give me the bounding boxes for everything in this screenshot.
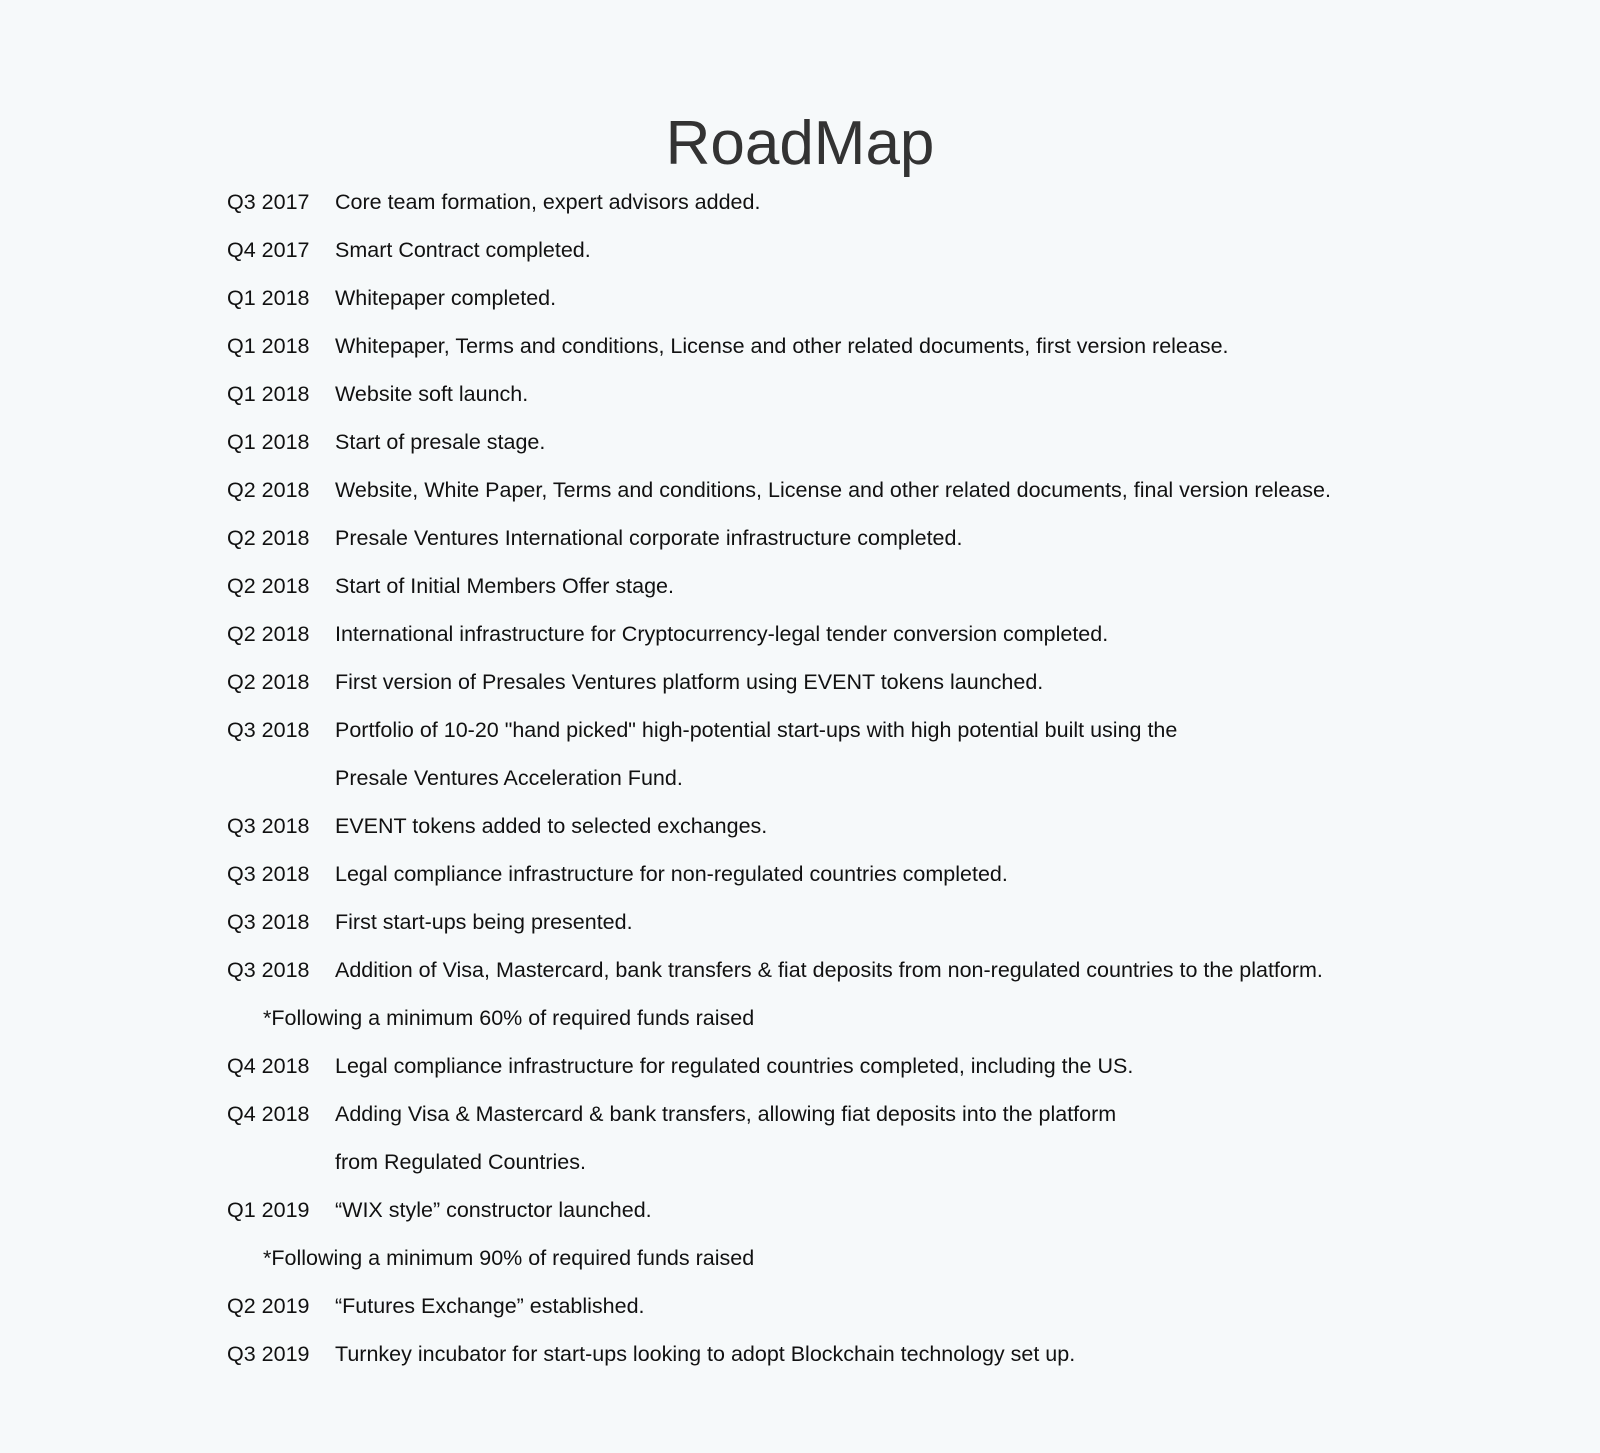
roadmap-description: Core team formation, expert advisors added.	[335, 190, 761, 214]
roadmap-date: Q3 2018	[227, 910, 310, 934]
roadmap-description: Legal compliance infrastructure for non-regulated countries completed.	[335, 862, 1008, 886]
roadmap-item	[227, 1330, 1587, 1378]
roadmap-item	[227, 1042, 1587, 1090]
roadmap-description: Legal compliance infrastructure for regulated countries completed, including the US.	[335, 1054, 1134, 1078]
roadmap-description: Whitepaper, Terms and conditions, License and other related documents, first version release.	[335, 334, 1229, 358]
roadmap-description: Portfolio of 10-20 "hand picked" high-potential start-ups with high potential built using the	[335, 718, 1178, 742]
roadmap-note	[227, 994, 1587, 1042]
roadmap-description: Whitepaper completed.	[335, 286, 557, 310]
roadmap-note	[227, 1234, 1587, 1282]
roadmap-date: Q1 2018	[227, 382, 310, 406]
roadmap-description: Start of presale stage.	[335, 430, 546, 454]
roadmap-description: Website, White Paper, Terms and conditions, License and other related documents, final version release.	[335, 478, 1331, 502]
roadmap-date: Q2 2018	[227, 526, 310, 550]
roadmap-date: Q2 2018	[227, 478, 310, 502]
roadmap-item	[227, 1186, 1587, 1234]
roadmap-date: Q3 2018	[227, 862, 310, 886]
roadmap-date: Q2 2018	[227, 574, 310, 598]
roadmap-item	[227, 418, 1587, 466]
roadmap-date: Q3 2018	[227, 958, 310, 982]
roadmap-description: “WIX style” constructor launched.	[335, 1198, 652, 1222]
roadmap-description: Presale Ventures International corporate infrastructure completed.	[335, 526, 963, 550]
roadmap-date: Q1 2018	[227, 430, 310, 454]
roadmap-date: Q2 2018	[227, 622, 310, 646]
roadmap-description: Presale Ventures Acceleration Fund.	[335, 766, 683, 790]
roadmap-date: Q1 2019	[227, 1198, 310, 1222]
roadmap-date: Q3 2018	[227, 814, 310, 838]
roadmap-item	[227, 226, 1587, 274]
roadmap-item-continuation	[227, 1138, 1587, 1186]
roadmap-date: Q1 2018	[227, 286, 310, 310]
roadmap-description: First start-ups being presented.	[335, 910, 633, 934]
roadmap-item	[227, 370, 1587, 418]
roadmap-date: Q4 2018	[227, 1102, 310, 1126]
roadmap-date: Q3 2017	[227, 190, 310, 214]
roadmap-item	[227, 274, 1587, 322]
roadmap-description: EVENT tokens added to selected exchanges.	[335, 814, 768, 838]
roadmap-list	[227, 178, 1587, 1378]
roadmap-item	[227, 802, 1587, 850]
roadmap-date: Q3 2018	[227, 718, 310, 742]
roadmap-item-continuation	[227, 754, 1587, 802]
roadmap-description: Addition of Visa, Mastercard, bank transfers & fiat deposits from non-regulated countries to the platform.	[335, 958, 1323, 982]
roadmap-item	[227, 514, 1587, 562]
roadmap-description: Turnkey incubator for start-ups looking to adopt Blockchain technology set up.	[335, 1342, 1076, 1366]
roadmap-description: Smart Contract completed.	[335, 238, 591, 262]
roadmap-item	[227, 610, 1587, 658]
roadmap-item	[227, 658, 1587, 706]
roadmap-date: Q3 2019	[227, 1342, 310, 1366]
roadmap-item	[227, 562, 1587, 610]
roadmap-date: Q2 2019	[227, 1294, 310, 1318]
roadmap-description: Website soft launch.	[335, 382, 529, 406]
roadmap-description: First version of Presales Ventures platform using EVENT tokens launched.	[335, 670, 1044, 694]
roadmap-description: International infrastructure for Cryptocurrency-legal tender conversion completed.	[335, 622, 1109, 646]
page-title: RoadMap	[665, 108, 935, 178]
roadmap-item	[227, 850, 1587, 898]
roadmap-description: “Futures Exchange” established.	[335, 1294, 645, 1318]
roadmap-date: Q1 2018	[227, 334, 310, 358]
roadmap-item	[227, 322, 1587, 370]
roadmap-date: Q2 2018	[227, 670, 310, 694]
roadmap-note-text: *Following a minimum 90% of required funds raised	[263, 1246, 755, 1270]
roadmap-description: from Regulated Countries.	[335, 1150, 586, 1174]
roadmap-description: Adding Visa & Mastercard & bank transfers, allowing fiat deposits into the platform	[335, 1102, 1117, 1126]
roadmap-date: Q4 2018	[227, 1054, 310, 1078]
roadmap-item	[227, 466, 1587, 514]
roadmap-item	[227, 1282, 1587, 1330]
roadmap-item	[227, 178, 1587, 226]
roadmap-item	[227, 706, 1587, 754]
roadmap-description: Start of Initial Members Offer stage.	[335, 574, 674, 598]
roadmap-item	[227, 898, 1587, 946]
roadmap-item	[227, 1090, 1587, 1138]
roadmap-note-text: *Following a minimum 60% of required funds raised	[263, 1006, 755, 1030]
roadmap-date: Q4 2017	[227, 238, 310, 262]
roadmap-item	[227, 946, 1587, 994]
